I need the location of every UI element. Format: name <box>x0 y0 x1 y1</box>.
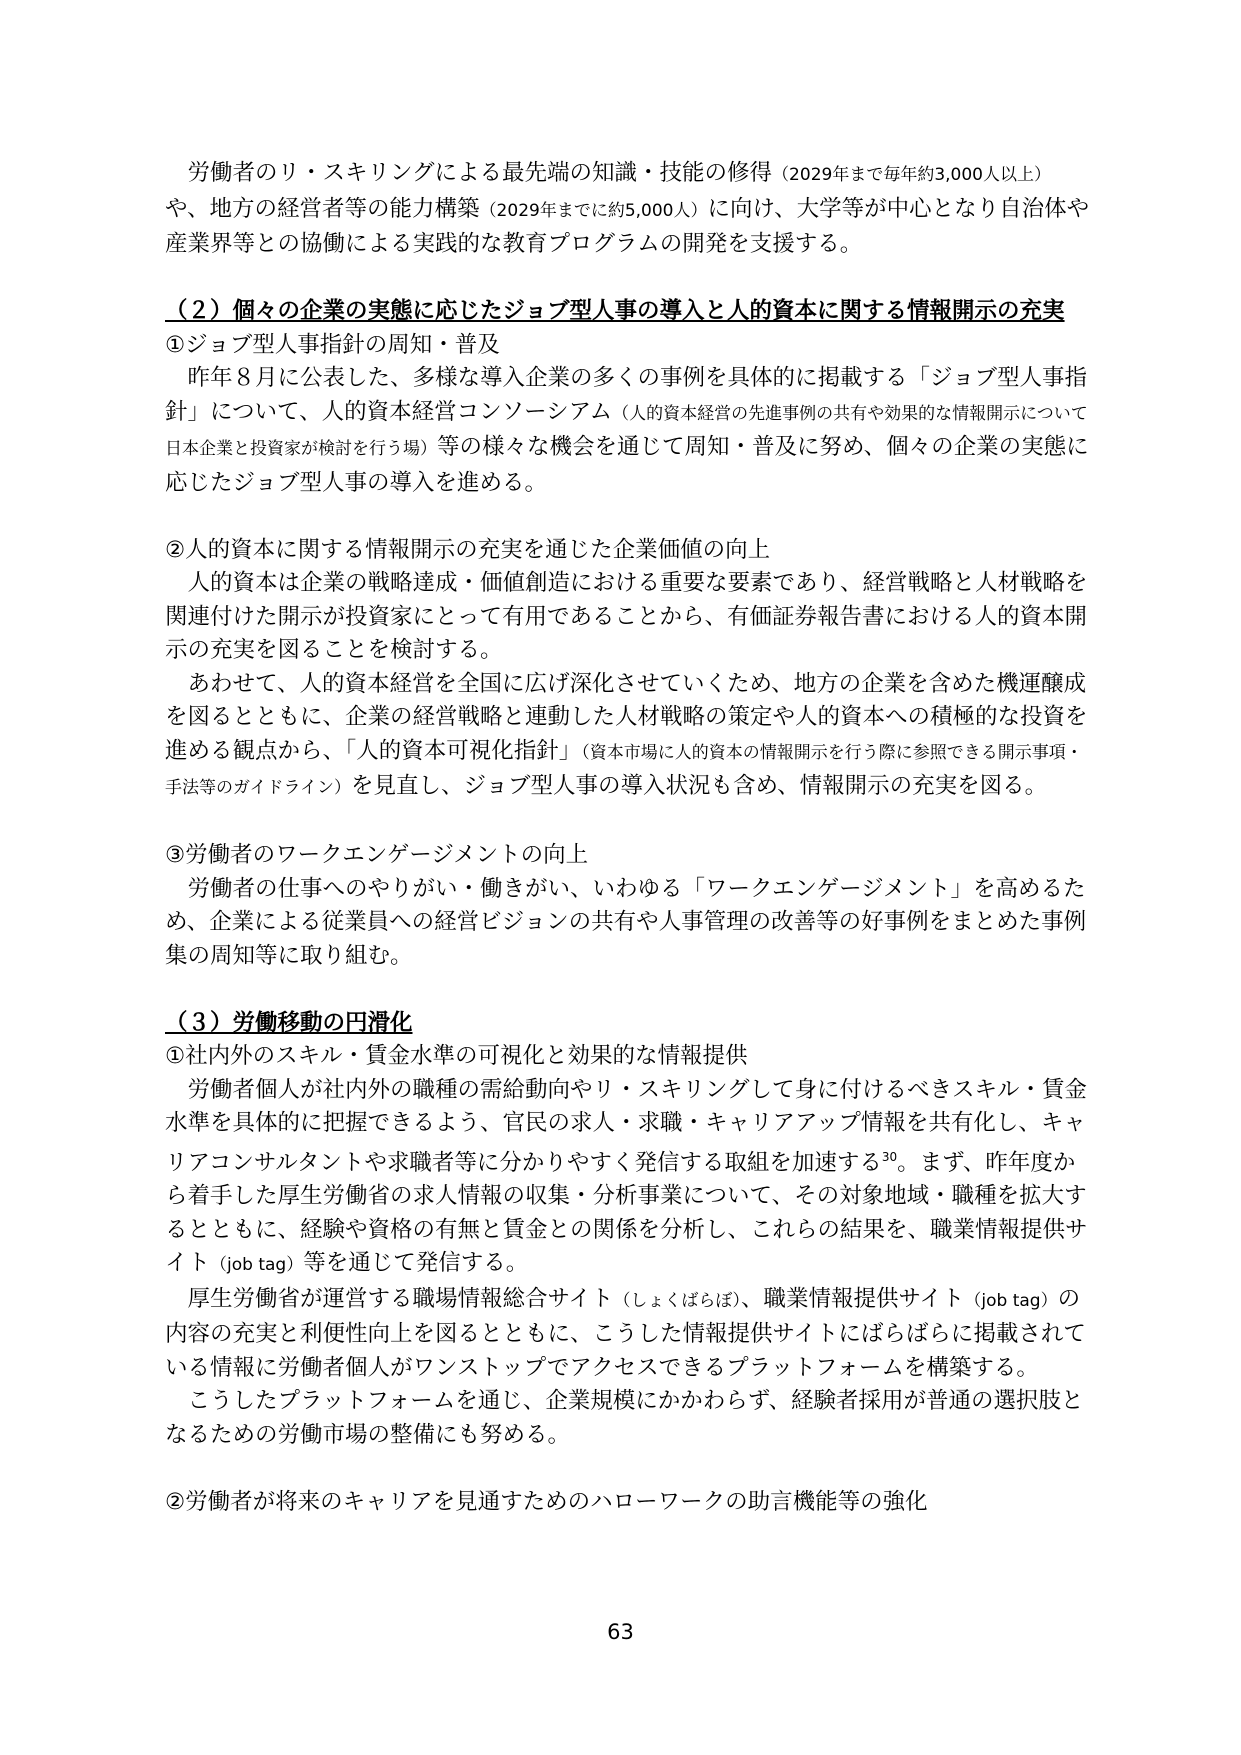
text: 厚生労働省が運営する職場情報総合サイト <box>187 1285 614 1312</box>
inline-note: （2029年までに約5,000人） <box>479 200 708 221</box>
subsection-title-skill-visibility: ①社内外のスキル・賃金水準の可視化と効果的な情報提供 <box>165 1043 748 1069</box>
section-heading-3: （３）労働移動の円滑化 <box>165 1009 413 1036</box>
paragraph-human-capital-2 <box>165 668 1095 806</box>
spacer <box>165 1452 1095 1486</box>
paragraph-work-engagement: 労働者の仕事へのやりがい・働きがい、いわゆる「ワークエンゲージメント」を高めるため、企業による従業員への経営ビジョンの共有や人事管理の改善等の好事例をまとめた事例集の周知等に取り組む。 <box>165 875 1087 969</box>
text: を見直し、ジョブ型人事の導入状況も含め、情報開示の充実を図る。 <box>350 773 1048 799</box>
text: 労働者個人が社内外の職種の需給動向やリ・スキリングして身に付けるべきスキル・賃金水準を具体的に把握できるよう、官民の求人・求職・キャリアアップ情報を共有化し、キャリアコンサルタントや求職者等に分かりやすく発信する取組を加速する <box>165 1076 1087 1176</box>
footnote-marker: 30 <box>881 1149 898 1164</box>
inline-note: （しょくばらぼ） <box>613 1290 741 1311</box>
subsection-title-human-capital-disclosure: ②人的資本に関する情報開示の充実を通じた企業価値の向上 <box>165 536 771 563</box>
text: 等を通じて発信する。 <box>303 1250 529 1276</box>
spacer <box>165 806 1095 840</box>
page-content <box>165 157 1095 1519</box>
paragraph-human-capital-1: 人的資本は企業の戦略達成・価値創造における重要な要素であり、経営戦略と人材戦略を関連付けた開示が投資家にとって有用であることから、有価証券報告書における人的資本開示の充実を図ることを検討する。 <box>165 570 1088 663</box>
inline-note: （2029年まで毎年約3,000人以上） <box>772 165 1051 185</box>
text: 昨年８月に公表した、多様な導入企業の多くの事例を具体的に掲載する「ジョブ型人事指針」について、人的資本経営コンソーシアム <box>165 365 1088 425</box>
paragraph-skill-visibility-1 <box>165 1074 1095 1283</box>
text: や、地方の経営者等の能力構築 <box>165 195 480 222</box>
subsection-title-work-engagement: ③労働者のワークエンゲージメントの向上 <box>165 842 589 868</box>
subsection-title-hello-work: ②労働者が将来のキャリアを見通すためのハローワークの助言機能等の強化 <box>165 1488 928 1515</box>
subsection-title-job-type-guideline: ①ジョブ型人事指針の周知・普及 <box>165 331 500 358</box>
page-number: 63 <box>607 1620 634 1644</box>
text: に向け、大学等が中心となり自治体や産業界等との協働による実践的な教育プログラムの開発を支援する。 <box>165 195 1090 257</box>
spacer <box>165 500 1095 534</box>
spacer <box>165 262 1095 296</box>
spacer <box>165 973 1095 1007</box>
paragraph-skill-visibility-3: こうしたプラットフォームを通じ、企業規模にかかわらず、経験者採用が普通の選択肢となるための労働市場の整備にも努める。 <box>165 1388 1084 1448</box>
inline-note: （人的資本経営の先進事例の共有や効果的な情報開示について日本企業と投資家が検討を行う場） <box>165 403 1088 459</box>
section-heading-2: （２）個々の企業の実態に応じたジョブ型人事の導入と人的資本に関する情報開示の充実 <box>165 298 1065 324</box>
text: 、職業情報提供サイト <box>740 1285 965 1312</box>
text: 労働者のリ・スキリングによる最先端の知識・技能の修得 <box>187 160 773 186</box>
inline-note: （job tag） <box>964 1290 1058 1311</box>
inline-note: （job tag） <box>210 1255 304 1275</box>
inline-note: （資本市場に人的資本の情報開示を行う際に参照できる開示事項・手法等のガイドライン） <box>165 742 1083 798</box>
paragraph-job-type-guideline <box>165 362 1095 500</box>
text: の内容の充実と利便性向上を図るとともに、こうした情報提供サイトにばらばらに掲載されている情報に労働者個人がワンストップでアクセスできるプラットフォームを構築する。 <box>165 1285 1086 1381</box>
paragraph-skill-visibility-2 <box>165 1283 1095 1386</box>
text: 等の様々な機会を通じて周知・普及に努め、個々の企業の実態に応じたジョブ型人事の導入を進める。 <box>165 434 1089 496</box>
text: 。まず、昨年度から着手した厚生労働省の求人情報の収集・分析事業について、その対象地域・職種を拡大するとともに、経験や資格の有無と賃金との関係を分析し、これらの結果を、職業情報提供サイト <box>165 1149 1088 1276</box>
text: あわせて、人的資本経営を全国に広げ深化させていくため、地方の企業を含めた機運醸成を図るとともに、企業の経営戦略と連動した人材戦略の策定や人的資本への積極的な投資を進める観点から、「人的資本可視化指針」 <box>165 670 1088 764</box>
paragraph-reskilling <box>165 157 1095 262</box>
